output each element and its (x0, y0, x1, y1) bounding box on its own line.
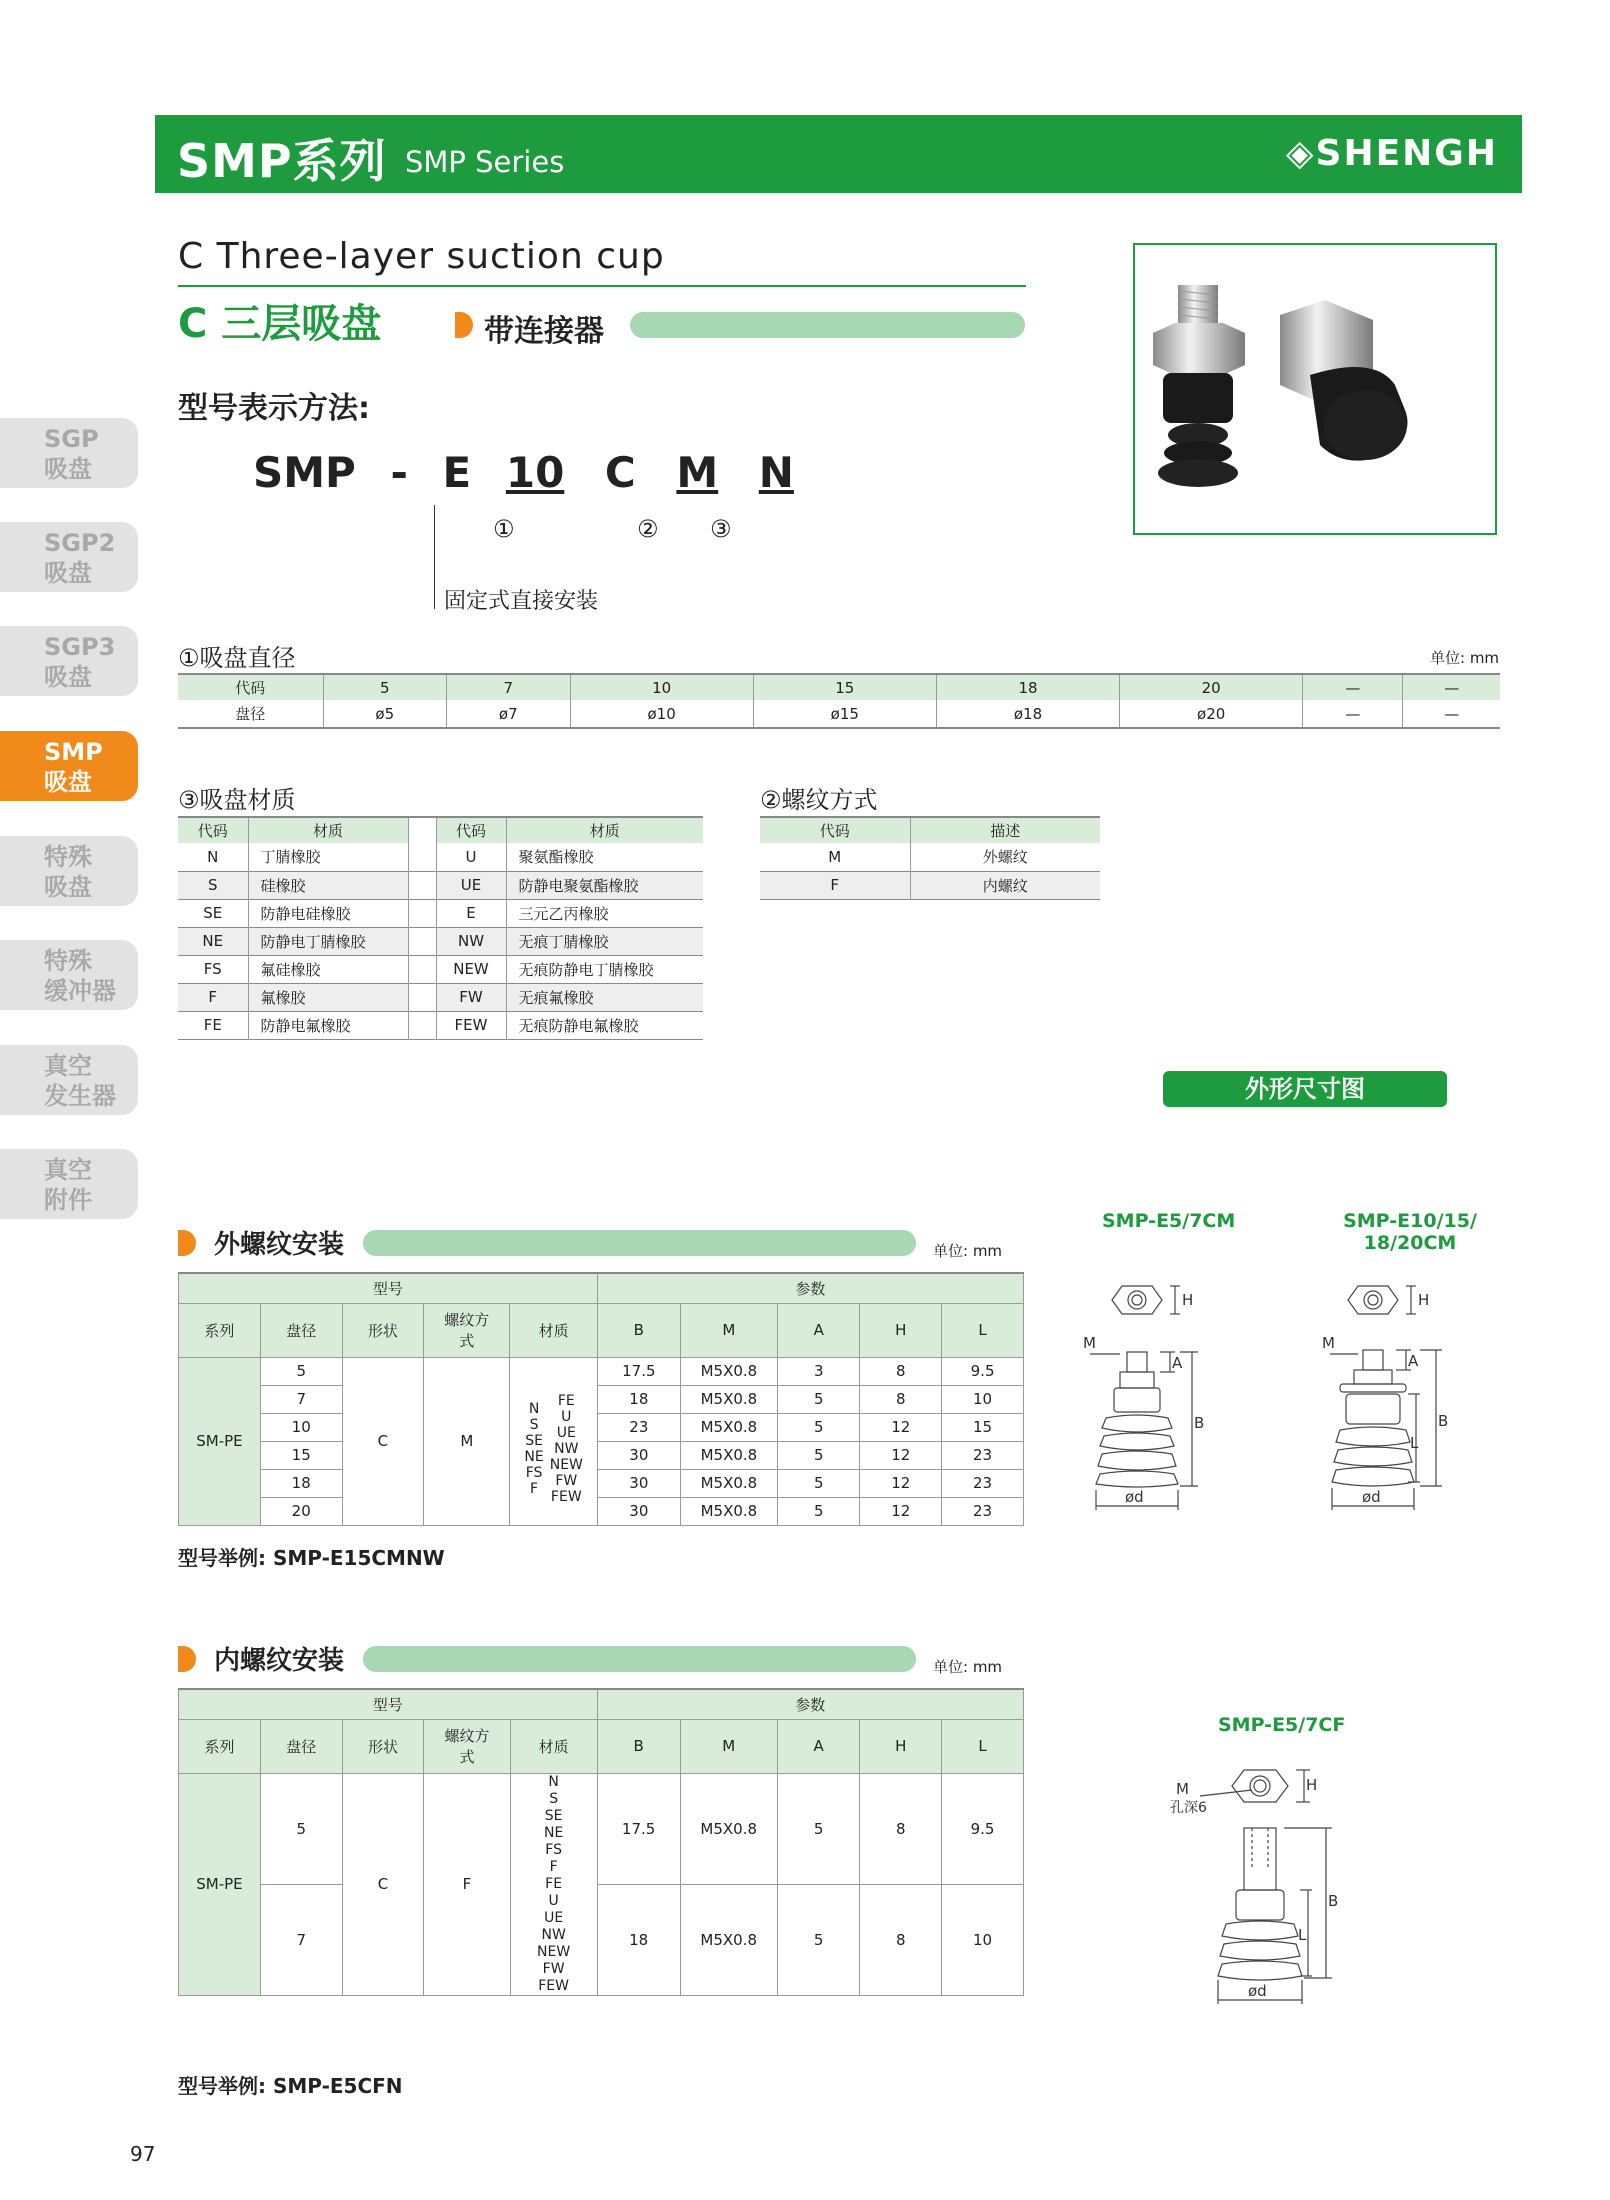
param-cell: 17.5 (597, 1357, 680, 1385)
material-code: NE (178, 927, 248, 955)
param-cell: 30 (597, 1497, 680, 1525)
diameter-value: ø15 (753, 700, 936, 728)
param-cell: 10 (942, 1884, 1024, 1995)
material-heading: ③吸盘材质 (178, 786, 296, 814)
material-code: U (436, 843, 506, 871)
side-tab-3[interactable]: SMP 吸盘 (0, 731, 138, 801)
col-header: L (942, 1303, 1024, 1357)
material-table: 代码 材质 代码 材质 N 丁腈橡胶 U 聚氨酯橡胶 S 硅橡胶 UE 防静电聚氨酯橡胶 SE 防静电硅橡胶 E 三元乙丙橡胶 NE 防静电丁腈橡胶 NW 无痕丁腈橡胶 FS 氟硅橡胶 NEW 无痕防静电丁腈橡胶 F 氟橡胶 FW 无痕氟橡胶 FE 防静电氟橡胶 FEW 无痕防静电氟橡胶 (178, 816, 703, 1040)
male-section-pill (363, 1230, 916, 1256)
diameter-code: — (1403, 674, 1500, 700)
col-header: 盘径 (260, 1719, 342, 1773)
param-cell: 5 (777, 1441, 859, 1469)
material-name: 氟硅橡胶 (248, 955, 408, 983)
materials-cell: N S SE NE FS F FE U UE NW NEW FW FEW (510, 1773, 597, 1995)
orange-marker-icon (455, 312, 473, 338)
col-header: H (860, 1719, 942, 1773)
series-title-en: SMP Series (405, 145, 565, 179)
row-label: 盘径 (178, 700, 323, 728)
param-cell: M5X0.8 (680, 1497, 777, 1525)
param-cell: 23 (597, 1413, 680, 1441)
material-code: UE (436, 871, 506, 899)
col-header: 材质 (510, 1303, 597, 1357)
svg-text:A: A (1408, 1352, 1419, 1370)
col-header: 盘径 (260, 1303, 342, 1357)
side-tab-0[interactable]: SGP 吸盘 (0, 418, 138, 488)
svg-text:H: H (1306, 1776, 1318, 1794)
drawing-2 (1310, 1270, 1510, 1570)
diameter-unit: 单位: mm (1430, 649, 1500, 667)
param-cell: 23 (942, 1441, 1024, 1469)
female-section-heading: 内螺纹安装 (214, 1646, 345, 1676)
code-part-prefix: SMP (253, 448, 356, 497)
material-code: FS (178, 955, 248, 983)
param-cell: 15 (942, 1413, 1024, 1441)
female-example: 型号举例: SMP-E5CFN (178, 2074, 403, 2098)
col-header: M (680, 1719, 777, 1773)
col-header: L (942, 1719, 1024, 1773)
product-photo (1133, 243, 1497, 535)
marker-2: ② (637, 515, 659, 543)
param-cell: 10 (942, 1385, 1024, 1413)
marker-1: ① (493, 515, 515, 543)
param-cell: M5X0.8 (680, 1441, 777, 1469)
col-header: A (777, 1303, 859, 1357)
col-header: B (597, 1303, 680, 1357)
side-tab-2[interactable]: SGP3 吸盘 (0, 626, 138, 696)
code-part-dash: - (390, 448, 408, 497)
model-code-heading: 型号表示方法: (178, 391, 370, 426)
material-name: 无痕防静电氟橡胶 (518, 1016, 639, 1035)
param-cell: 5 (777, 1413, 859, 1441)
param-cell: 30 (597, 1469, 680, 1497)
diameter-code: 7 (447, 674, 571, 700)
col-header: A (777, 1719, 860, 1773)
material-code: FW (436, 983, 506, 1011)
col-header: 形状 (342, 1303, 424, 1357)
material-code: SE (178, 899, 248, 927)
material-name: 防静电硅橡胶 (248, 899, 408, 927)
svg-text:B: B (1328, 1892, 1339, 1910)
param-cell: 18 (597, 1385, 680, 1413)
col-header: H (860, 1303, 942, 1357)
param-cell: 23 (942, 1469, 1024, 1497)
marker-3: ③ (710, 515, 732, 543)
side-tab-6[interactable]: 真空 发生器 (0, 1045, 138, 1115)
svg-text:孔深6: 孔深6 (1170, 1800, 1207, 1816)
param-cell: M5X0.8 (680, 1773, 777, 1884)
male-example: 型号举例: SMP-E15CMNW (178, 1546, 445, 1570)
diameter-code: 18 (936, 674, 1119, 700)
thread-heading: ②螺纹方式 (760, 786, 878, 814)
col-header: 系列 (179, 1303, 261, 1357)
drawing-1-title: SMP-E5/7CM (1102, 1210, 1236, 1232)
material-name: 无痕防静电丁腈橡胶 (518, 960, 654, 979)
svg-text:H: H (1182, 1291, 1194, 1309)
param-cell: M5X0.8 (680, 1469, 777, 1497)
param-cell: 12 (860, 1497, 942, 1525)
product-title-en: C Three-layer suction cup (178, 236, 665, 277)
material-name: 防静电氟橡胶 (248, 1011, 408, 1039)
svg-text:M: M (1176, 1780, 1189, 1798)
diameter-code: 10 (570, 674, 753, 700)
side-tab-7[interactable]: 真空 附件 (0, 1149, 138, 1219)
code-part-e: E (442, 448, 472, 497)
diameter-code: 20 (1120, 674, 1303, 700)
param-cell: M5X0.8 (680, 1884, 777, 1995)
param-cell: 8 (860, 1773, 942, 1884)
orange-marker-icon (178, 1646, 196, 1672)
material-name: 无痕氟橡胶 (518, 988, 594, 1007)
model-code-note: 固定式直接安装 (444, 589, 599, 614)
materials-cell: N S SE NE FS F FE U UE NW NEW FW FEW (510, 1357, 597, 1525)
drawing-1 (1080, 1270, 1260, 1570)
param-cell: 9.5 (942, 1357, 1024, 1385)
material-name: 防静电聚氨酯橡胶 (518, 876, 639, 895)
diameter-cell: 7 (260, 1385, 342, 1413)
svg-text:B: B (1194, 1414, 1205, 1432)
svg-text:M: M (1083, 1334, 1096, 1352)
brand-logo: ◈SHENGH (1285, 133, 1498, 174)
svg-text:ød: ød (1362, 1488, 1381, 1506)
param-cell: 8 (860, 1385, 942, 1413)
col-header: 螺纹方式 (424, 1303, 510, 1357)
drawing-3-title: SMP-E5/7CF (1218, 1714, 1346, 1736)
male-table (178, 1272, 1024, 1526)
orange-marker-icon (178, 1230, 196, 1256)
female-section-pill (363, 1646, 916, 1672)
col-header: 材质 (510, 1719, 597, 1773)
diameter-value: ø10 (570, 700, 753, 728)
svg-text:M: M (1322, 1334, 1335, 1352)
material-code: N (178, 843, 248, 871)
diameter-value: ø5 (323, 700, 447, 728)
side-tab-4[interactable]: 特殊 吸盘 (0, 836, 138, 906)
male-unit: 单位: mm (933, 1242, 1003, 1260)
diameter-cell: 10 (260, 1413, 342, 1441)
param-cell: 5 (777, 1469, 859, 1497)
col-header: 系列 (179, 1719, 261, 1773)
material-code: NEW (436, 955, 506, 983)
material-code: NW (436, 927, 506, 955)
param-cell: 12 (860, 1441, 942, 1469)
material-name: 硅橡胶 (248, 871, 408, 899)
material-name: 聚氨酯橡胶 (518, 848, 594, 867)
diameter-cell: 15 (260, 1441, 342, 1469)
diameter-cell: 18 (260, 1469, 342, 1497)
param-cell: 9.5 (942, 1773, 1024, 1884)
shape-cell: C (342, 1357, 424, 1525)
thread-cell: M (424, 1357, 510, 1525)
material-code: F (178, 983, 248, 1011)
param-cell: 5 (777, 1385, 859, 1413)
diameter-value: — (1303, 700, 1403, 728)
diameter-cell: 20 (260, 1497, 342, 1525)
svg-text:ød: ød (1248, 1982, 1267, 2000)
thread-cell: F (424, 1773, 510, 1995)
svg-text:L: L (1410, 1434, 1419, 1452)
svg-text:L: L (1298, 1926, 1307, 1944)
col-header: M (680, 1303, 777, 1357)
param-cell: 5 (777, 1773, 860, 1884)
svg-text:H: H (1418, 1291, 1430, 1309)
param-cell: M5X0.8 (680, 1357, 777, 1385)
page-number: 97 (130, 2142, 156, 2166)
material-code: S (178, 871, 248, 899)
param-cell: 17.5 (597, 1773, 680, 1884)
material-name: 三元乙丙橡胶 (518, 904, 609, 923)
param-cell: 8 (860, 1357, 942, 1385)
title-divider (178, 285, 1026, 287)
diameter-table (178, 673, 1500, 729)
diameter-code: — (1303, 674, 1403, 700)
code-leader-line (434, 505, 435, 609)
thread-table: 代码 描述 M 外螺纹 F 内螺纹 (760, 816, 1100, 900)
female-table (178, 1688, 1024, 1996)
param-cell: 23 (942, 1497, 1024, 1525)
series-cell: SM-PE (179, 1357, 261, 1525)
material-name: 防静电丁腈橡胶 (248, 927, 408, 955)
male-section-heading: 外螺纹安装 (214, 1230, 345, 1260)
material-name: 丁腈橡胶 (248, 843, 408, 871)
param-cell: 5 (777, 1497, 859, 1525)
thread-desc: 外螺纹 (982, 848, 1028, 867)
thread-code: M (760, 843, 910, 871)
code-part-material: N (758, 448, 794, 497)
col-header: 形状 (342, 1719, 424, 1773)
diameter-cell: 5 (260, 1357, 342, 1385)
side-tab-5[interactable]: 特殊 缓冲器 (0, 940, 138, 1010)
param-cell: M5X0.8 (680, 1413, 777, 1441)
diameter-value: — (1403, 700, 1500, 728)
param-cell: 12 (860, 1413, 942, 1441)
diameter-cell: 7 (260, 1884, 342, 1995)
col-header: B (597, 1719, 680, 1773)
code-part-diameter: 10 (505, 448, 565, 497)
drawing-3 (1160, 1760, 1380, 2060)
diameter-cell: 5 (260, 1773, 342, 1884)
diameter-heading: ①吸盘直径 (178, 644, 296, 672)
group-model: 型号 (179, 1273, 598, 1303)
svg-text:B: B (1438, 1412, 1449, 1430)
diameter-value: ø7 (447, 700, 571, 728)
param-cell: 18 (597, 1884, 680, 1995)
title-pill (630, 312, 1025, 338)
col-header: 螺纹方式 (424, 1719, 510, 1773)
subtitle: 带连接器 (484, 314, 604, 349)
female-unit: 单位: mm (933, 1658, 1003, 1676)
side-tab-1[interactable]: SGP2 吸盘 (0, 522, 138, 592)
svg-text:A: A (1172, 1354, 1183, 1372)
row-label: 代码 (178, 674, 323, 700)
model-code (253, 448, 794, 497)
series-cell: SM-PE (179, 1773, 261, 1995)
param-cell: 12 (860, 1469, 942, 1497)
param-cell: M5X0.8 (680, 1385, 777, 1413)
thread-desc: 内螺纹 (982, 876, 1028, 895)
product-title-cn: C 三层吸盘 (178, 301, 382, 347)
diameter-value: ø18 (936, 700, 1119, 728)
material-name: 氟橡胶 (248, 983, 408, 1011)
material-code: FE (178, 1011, 248, 1039)
header-bar (155, 115, 1522, 193)
diameter-code: 15 (753, 674, 936, 700)
svg-text:ød: ød (1125, 1488, 1144, 1506)
group-params: 参数 (597, 1273, 1023, 1303)
shape-cell: C (342, 1773, 424, 1995)
param-cell: 30 (597, 1441, 680, 1469)
group-model: 型号 (179, 1689, 598, 1719)
code-part-thread: M (676, 448, 719, 497)
group-params: 参数 (597, 1689, 1023, 1719)
material-name: 无痕丁腈橡胶 (518, 932, 609, 951)
drawing-2-title: SMP-E10/15/ 18/20CM (1343, 1210, 1477, 1254)
param-cell: 8 (860, 1884, 942, 1995)
param-cell: 3 (777, 1357, 859, 1385)
thread-code: F (760, 871, 910, 899)
series-title-cn: SMP系列 (177, 134, 387, 188)
code-part-shape: C (604, 448, 636, 497)
diameter-value: ø20 (1120, 700, 1303, 728)
material-code: FEW (436, 1011, 506, 1039)
param-cell: 5 (777, 1884, 860, 1995)
dimension-label: 外形尺寸图 (1163, 1071, 1447, 1107)
material-code: E (436, 899, 506, 927)
diameter-code: 5 (323, 674, 447, 700)
